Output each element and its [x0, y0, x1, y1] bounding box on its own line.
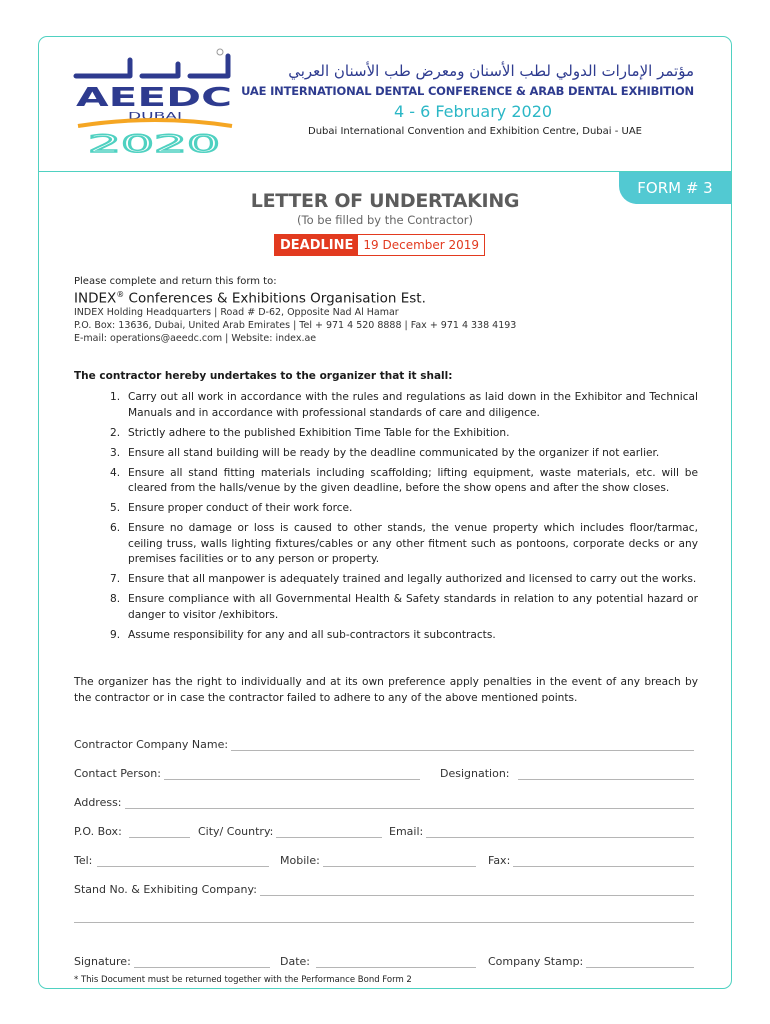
address-label: Address:: [74, 796, 122, 809]
organisation-contact: E-mail: operations@aeedc.com | Website: index.ae: [74, 333, 317, 344]
item-text: Assume responsibility for any and all sub-contractors it subcontracts.: [128, 628, 496, 641]
stand-number-continuation-line[interactable]: [74, 922, 694, 923]
item-text: Ensure no damage or loss is caused to other stands, the venue property which includes floor/tarmac, ceiling truss, walls lighting fixtures/cables or any other fitment such as pontoons, corporate decks or any premises facilities or to any person or property.: [128, 522, 698, 565]
company-stamp-label: Company Stamp:: [488, 955, 584, 968]
organisation-pobox: P.O. Box: 13636, Dubai, United Arab Emirates | Tel + 971 4 520 8888 | Fax + 971 4 338 4193: [74, 320, 517, 331]
page-subtitle: (To be filled by the Contractor): [297, 213, 473, 227]
undertaking-heading: The contractor hereby undertakes to the organizer that it shall:: [74, 370, 453, 382]
item-text: Ensure that all manpower is adequately trained and legally authorized and licensed to carry out the works.: [128, 573, 697, 585]
address-field[interactable]: [74, 796, 694, 809]
email-field[interactable]: [389, 825, 694, 838]
designation-input[interactable]: [518, 767, 695, 780]
item-text: Ensure all stand building will be ready by the deadline communicated by the organizer if not earlier.: [128, 446, 660, 459]
contact-person-input[interactable]: [164, 767, 420, 780]
list-item: [98, 426, 698, 442]
signature-field[interactable]: [74, 955, 270, 968]
item-number: 6.: [110, 522, 121, 534]
designation-label: Designation:: [440, 767, 510, 780]
org-name-rest: Conferences & Exhibitions Organisation Est.: [124, 290, 426, 307]
stand-number-field[interactable]: [74, 883, 694, 896]
list-item: [98, 572, 698, 588]
company-name-input[interactable]: [231, 738, 694, 751]
item-number: 5.: [110, 502, 121, 514]
mobile-input[interactable]: [323, 854, 476, 867]
list-item: [98, 501, 698, 517]
fax-input[interactable]: [513, 854, 694, 867]
stand-number-input[interactable]: [260, 883, 694, 896]
city-country-field[interactable]: [198, 825, 382, 838]
page-title: LETTER OF UNDERTAKING: [250, 190, 520, 212]
undertaking-list: [98, 390, 698, 648]
footnote: * This Document must be returned together with the Performance Bond Form 2: [74, 975, 412, 985]
item-number: 8.: [110, 593, 121, 605]
item-number: 4.: [110, 466, 121, 479]
company-stamp-input[interactable]: [586, 955, 694, 968]
city-country-input[interactable]: [276, 825, 382, 838]
fax-field[interactable]: [488, 854, 694, 867]
tel-input[interactable]: [97, 854, 269, 867]
item-text: Ensure compliance with all Governmental Health & Safety standards in relation to any potential hazard or danger to visitor /exhibitors.: [128, 593, 698, 621]
list-item: [98, 592, 698, 623]
return-instructions: Please complete and return this form to:: [74, 276, 277, 287]
deadline-date: 19 December 2019: [363, 238, 480, 252]
item-number: 1.: [110, 391, 121, 403]
stand-number-label: Stand No. & Exhibiting Company:: [74, 883, 257, 896]
list-item: [98, 446, 698, 462]
tel-label: Tel:: [74, 854, 93, 867]
item-number: 3.: [110, 446, 121, 459]
deadline-badge: [274, 234, 485, 256]
po-box-field[interactable]: [74, 825, 190, 838]
penalty-clause: The organizer has the right to individually and at its own preference apply penalties in the event of any breach by the contractor or in case the contractor failed to adhere to any of the above mentioned points.: [74, 676, 698, 704]
company-name-label: Contractor Company Name:: [74, 738, 229, 751]
organisation-address: INDEX Holding Headquarters | Road # D-62, Opposite Nad Al Hamar: [74, 307, 399, 318]
deadline-label: DEADLINE: [275, 235, 358, 255]
item-text: Strictly adhere to the published Exhibition Time Table for the Exhibition.: [128, 426, 510, 439]
list-item: [98, 628, 698, 644]
email-input[interactable]: [426, 825, 694, 838]
email-label: Email:: [389, 825, 424, 838]
mobile-label: Mobile:: [280, 854, 320, 867]
date-input[interactable]: [316, 955, 476, 968]
aeedc-logo: [70, 46, 240, 158]
item-number: 2.: [110, 426, 121, 439]
po-box-label: P.O. Box:: [74, 825, 122, 838]
address-input[interactable]: [125, 796, 694, 809]
registered-mark: ®: [116, 290, 125, 299]
company-stamp-field[interactable]: [488, 955, 694, 968]
logo-wordmark: AEEDC: [76, 83, 232, 113]
date-field[interactable]: [280, 955, 476, 968]
form-number-tag: FORM # 3: [619, 172, 731, 204]
event-venue: Dubai International Convention and Exhibition Centre, Dubai - UAE: [308, 126, 642, 137]
list-item: [98, 390, 698, 421]
tel-field[interactable]: [74, 854, 269, 867]
list-item: [98, 521, 698, 568]
logo-year: 2020: [88, 130, 220, 158]
date-label: Date:: [280, 955, 310, 968]
organisation-name: [74, 290, 426, 307]
mobile-field[interactable]: [280, 854, 476, 867]
fax-label: Fax:: [488, 854, 511, 867]
po-box-input[interactable]: [129, 825, 190, 838]
item-number: 7.: [110, 573, 121, 585]
item-text: Ensure all stand fitting materials including scaffolding; lifting equipment, waste materials, etc. will be cleared from the halls/venue by the given deadline, before the show opens and after the show closes.: [128, 466, 698, 494]
company-name-field[interactable]: [74, 738, 694, 751]
event-dates: 4 - 6 February 2020: [393, 102, 553, 121]
contact-person-label: Contact Person:: [74, 767, 161, 780]
signature-input[interactable]: [134, 955, 270, 968]
signature-label: Signature:: [74, 955, 131, 968]
org-name-main: INDEX: [74, 290, 117, 307]
contact-person-field[interactable]: [74, 767, 420, 780]
header-arabic-title: مؤتمر الإمارات الدولي لطب الأسنان ومعرض طب الأسنان العربي: [288, 62, 694, 80]
list-item: [98, 466, 698, 497]
item-number: 9.: [110, 628, 121, 641]
item-text: Ensure proper conduct of their work force.: [128, 502, 353, 514]
item-text: Carry out all work in accordance with the rules and regulations as laid down in the Exhibitor and Technical Manuals and in accordance with professional standards of care and diligence.: [128, 391, 698, 419]
city-country-label: City/ Country:: [198, 825, 274, 838]
designation-field[interactable]: [440, 767, 694, 780]
header-english-title: UAE INTERNATIONAL DENTAL CONFERENCE & ARAB DENTAL EXHIBITION: [241, 84, 694, 98]
logo-city: DUBAI: [128, 111, 182, 122]
